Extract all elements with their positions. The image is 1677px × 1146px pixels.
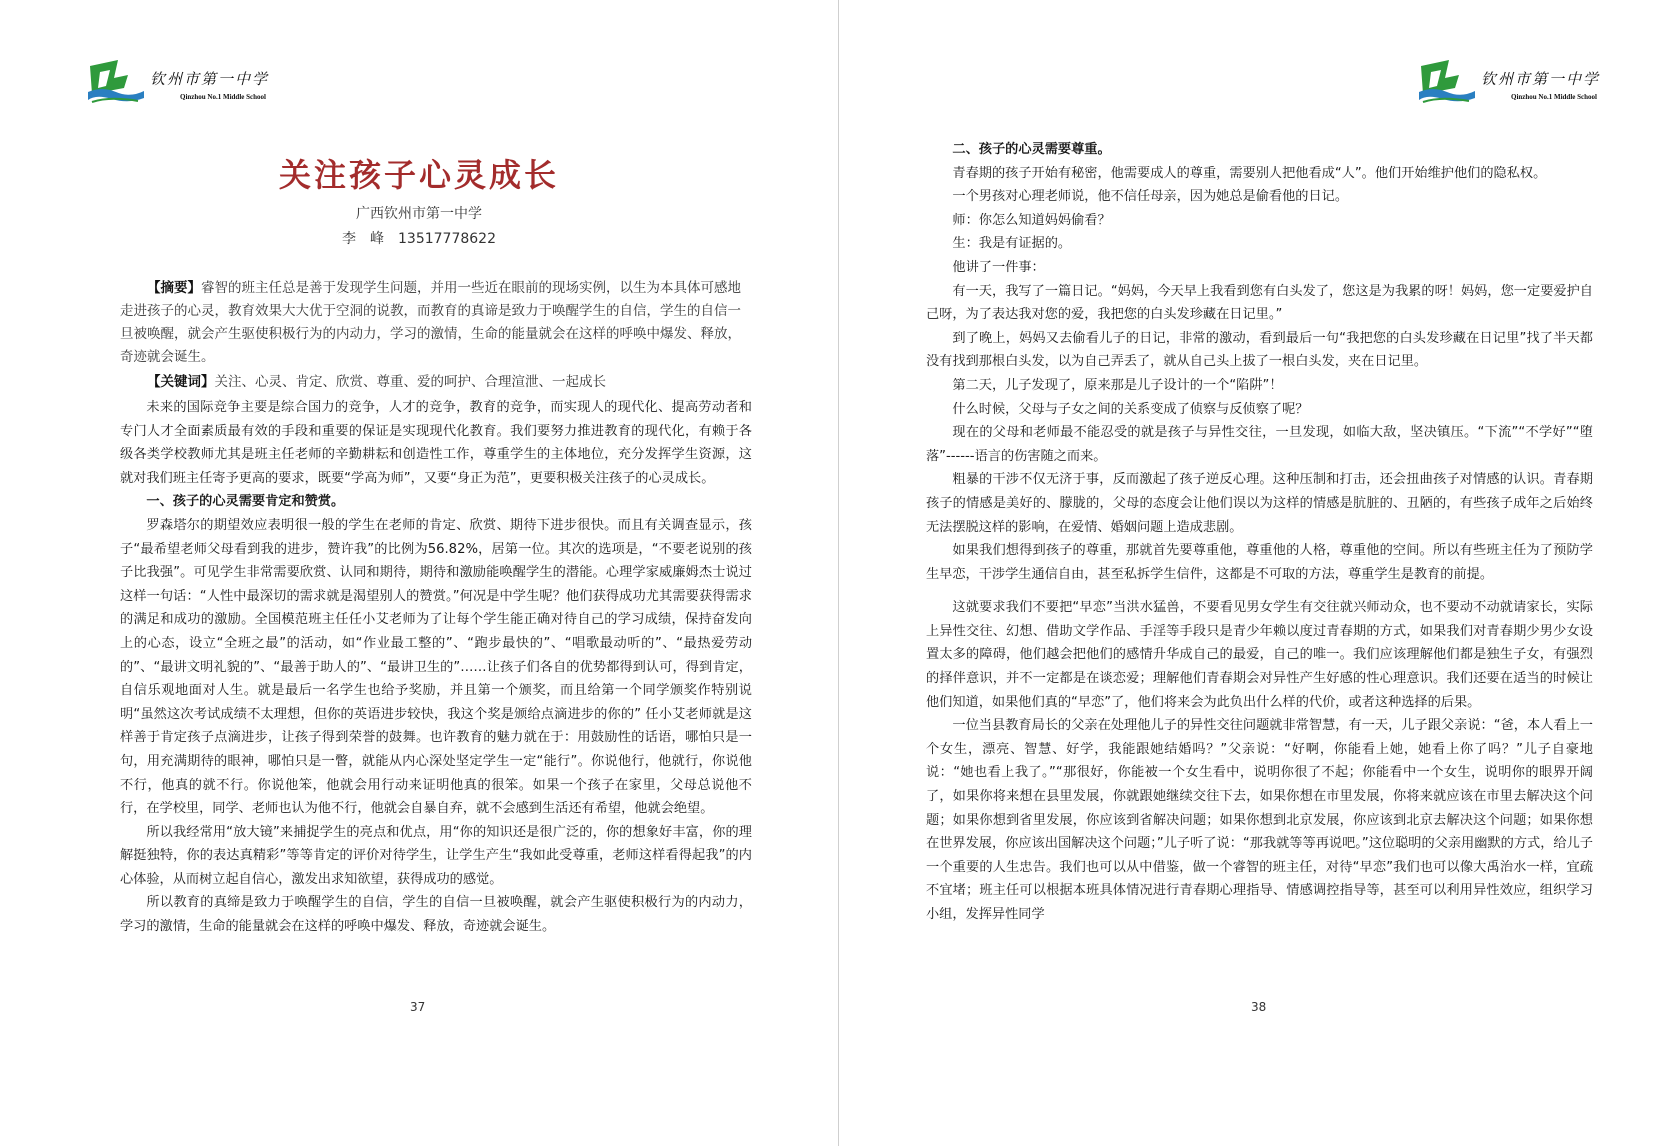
paragraph: 师：你怎么知道妈妈偷看？	[952, 212, 1111, 228]
author-line: 李 峰 13517778622	[342, 231, 496, 247]
left-body	[120, 396, 752, 939]
paragraph: 这就要求我们不要把“早恋”当洪水猛兽，不要看见男女学生有交往就兴师动众，也不要动不动就请家长，实际上异性交往、幻想、借助文学作品、手淫等手段只是青少年赖以度过青春期的方式，如果我们对青春期少男少女设置太多的障碍，他们越会把他们的感情升华成自己的最爱，自己的唯一。我们应该理解他们都是独生子女，有强烈的择伴意识，并不一定都是在谈恋爱；理解他们青春期会对异性产生好感的性心理意识。我们还要在适当的时候让他们知道，如果他们真的“早恋”了，他们将来会为此负出什么样的代价，或者这种选择的后果。	[926, 600, 1593, 710]
keywords	[120, 371, 752, 394]
paragraph: 罗森塔尔的期望效应表明很一般的学生在老师的肯定、欣赏、期待下进步很快。而且有关调查显示，孩子“最希望老师父母看到我的进步，赞许我”的比例为56.82%，居第一位。其次的选项是，“不要老说别的孩子比我强”。可见学生非常需要欣赏、认同和期待，期待和激励能唤醒学生的潜能。心理学家威廉姆杰士说过这样一句话：“人性中最深切的需求就是渴望别人的赞赏。”何况是中学生呢？他们获得成功尤其需要获得需求的满足和成功的激励。全国模范班主任任小艾老师为了让每个学生能正确对待自己的学习成绩，保持奋发向上的心态，设立“全班之最”的活动，如“作业最工整的”、“跑步最快的”、“唱歌最动听的”、“最热爱劳动的”、“最讲文明礼貌的”、“最善于助人的”、“最讲卫生的”……让孩子们各自的优势都得到认可，得到肯定，自信乐观地面对人生。就是最后一名学生也给予奖励，并且第一个颁奖，而且给第一个同学颁奖作特别说明“虽然这次考试成绩不太理想，但你的英语进步较快，我这个奖是颁给点滴进步的你的” 任小艾老师就是这样善于肯定孩子点滴进步，让孩子得到荣誉的鼓舞。也许教育的魅力就在于：用鼓励性的话语，哪怕只是一句，用充满期待的眼神，哪怕只是一瞥，就能从内心深处坚定学生一定“能行”。你说他行，他就行，你说他不行，他真的就不行。你说他笨，他就会用行动来证明他真的很笨。如果一个孩子在家里，父母总说他不行，在学校里，同学、老师也认为他不行，他就会自暴自弃，就不会感到生活还有希望，他就会绝望。	[120, 517, 752, 817]
section-heading: 一、孩子的心灵需要肯定和赞赏。	[146, 494, 345, 510]
article-title: 关注孩子心灵成长	[278, 156, 559, 194]
school-emblem-icon	[1419, 58, 1477, 106]
paragraph: 粗暴的干涉不仅无济于事，反而激起了孩子逆反心理。这种压制和打击，还会扭曲孩子对情感的认识。青春期孩子的情感是美好的、朦胧的，父母的态度会让他们误以为这样的情感是肮脏的、丑陋的，有些孩子成年之后始终无法摆脱这样的影响，在爱情、婚姻问题上造成悲剧。	[926, 472, 1593, 535]
abstract-label: 【摘要】	[147, 280, 201, 296]
paragraph: 所以我经常用“放大镜”来捕捉学生的亮点和优点，用“你的知识还是很广泛的，你的想象好丰富，你的理解挺独特，你的表达真精彩”等等肯定的评价对待学生，让学生产生“我如此受尊重，老师这样看得起我”的内心体验，从而树立起自信心，激发出求知欲望，获得成功的感觉。	[120, 824, 752, 887]
right-body	[926, 138, 1593, 927]
paragraph: 到了晚上，妈妈又去偷看儿子的日记，非常的激动，看到最后一句“我把您的白头发珍藏在日记里”找了半天都没有找到那根白头发，以为自己弄丢了，就从自己头上拔了一根白头发，夹在日记里。	[926, 330, 1593, 370]
paragraph: 他讲了一件事：	[952, 259, 1045, 275]
keywords-text: 关注、心灵、肯定、欣赏、尊重、爱的呵护、合理渲泄、一起成长	[214, 374, 606, 390]
paragraph: 未来的国际竞争主要是综合国力的竞争，人才的竞争，教育的竞争，而实现人的现代化、提高劳动者和专门人才全面素质最有效的手段和重要的保证是实现现代化教育。我们要努力推进教育的现代化，有赖于各级各类学校教师尤其是班主任老师的辛勤耕耘和创造性工作，尊重学生的主体地位，充分发挥学生资源，这就对我们班主任寄予更高的要求，既要“学高为师”，又要“身正为范”，更要积极关注孩子的心灵成长。	[120, 400, 752, 486]
paragraph: 一位当县教育局长的父亲在处理他儿子的异性交往问题就非常智慧，有一天，儿子跟父亲说：“爸，本人看上一个女生，漂亮、智慧、好学，我能跟她结婚吗？”父亲说：“好啊，你能看上她，她看上你了吗？”儿子自豪地说：“她也看上我了。”“那很好，你能被一个女生看中，说明你很了不起；你能看中一个女生，说明你的眼界开阔了，如果你将来想在县里发展，你就跟她继续交往下去，如果你想在市里发展，你将来就应该在市里去解决这个问题；如果你想到省里发展，你应该到省解决问题；如果你想到北京发展，你应该到北京去解决这个问题；如果你想在世界发展，你应该出国解决这个问题；”儿子听了说：“那我就等等再说吧。”这位聪明的父亲用幽默的方式，给儿子一个重要的人生忠告。我们也可以从中借鉴，做一个睿智的班主任，对待“早恋”我们也可以像大禹治水一样，宜疏不宜堵；班主任可以根据本班具体情况进行青春期心理指导、情感调控指导等，甚至可以利用异性效应，组织学习小组，发挥异性同学	[926, 718, 1593, 922]
paragraph: 一个男孩对心理老师说，他不信任母亲，因为她总是偷看他的日记。	[952, 189, 1349, 205]
school-name-cn: 钦州市第一中学	[150, 70, 270, 88]
paragraph: 有一天，我写了一篇日记。“妈妈，今天早上我看到您有白头发了，您这是为我累的呀！妈妈，您一定要爱护自己呀，为了表达我对您的爱，我把您的白头发珍藏在日记里。”	[926, 283, 1593, 323]
author-school: 广西钦州市第一中学	[356, 206, 482, 222]
school-name-en: Qinzhou No.1 Middle School	[180, 93, 266, 101]
paragraph: 青春期的孩子开始有秘密，他需要成人的尊重，需要别人把他看成“人”。他们开始维护他们的隐私权。	[952, 165, 1547, 181]
paragraph: 现在的父母和老师最不能忍受的就是孩子与异性交往，一旦发现，如临大敌，坚决镇压。“下流”“不学好”“堕落”------语言的伤害随之而来。	[926, 425, 1593, 464]
abstract-text: 睿智的班主任总是善于发现学生问题，并用一些近在眼前的现场实例，以生为本具体可感地走进孩子的心灵，教育效果大大优于空洞的说教，而教育的真谛是致力于唤醒学生的自信，学生的自信一旦被唤醒，就会产生驱使积极行为的内动力，学习的激情，生命的能量就会在这样的呼唤中爆发、释放，奇迹就会诞生。	[120, 280, 741, 365]
paragraph: 什么时候，父母与子女之间的关系变成了侦察与反侦察了呢？	[952, 401, 1309, 417]
school-name-en: Qinzhou No.1 Middle School	[1511, 93, 1597, 101]
school-name-cn: 钦州市第一中学	[1481, 70, 1601, 88]
section-heading: 二、孩子的心灵需要尊重。	[952, 142, 1111, 157]
paragraph: 生：我是有证据的。	[952, 236, 1072, 252]
page-number: 37	[410, 1000, 426, 1014]
paragraph: 如果我们想得到孩子的尊重，那就首先要尊重他，尊重他的人格，尊重他的空间。所以有些班主任为了预防学生早恋，干涉学生通信自由，甚至私拆学生信件，这都是不可取的方法，尊重学生是教育的前提。	[926, 543, 1593, 582]
paragraph: 所以教育的真缔是致力于唤醒学生的自信，学生的自信一旦被唤醒，就会产生驱使积极行为的内动力，学习的激情，生命的能量就会在这样的呼唤中爆发、释放，奇迹就会诞生。	[120, 895, 752, 935]
page-number: 38	[1251, 1000, 1267, 1014]
school-emblem-icon	[88, 58, 146, 106]
keywords-label: 【关键词】	[147, 374, 215, 390]
paragraph: 第二天，儿子发现了，原来那是儿子设计的一个“陷阱”！	[952, 377, 1283, 393]
abstract	[120, 277, 752, 369]
